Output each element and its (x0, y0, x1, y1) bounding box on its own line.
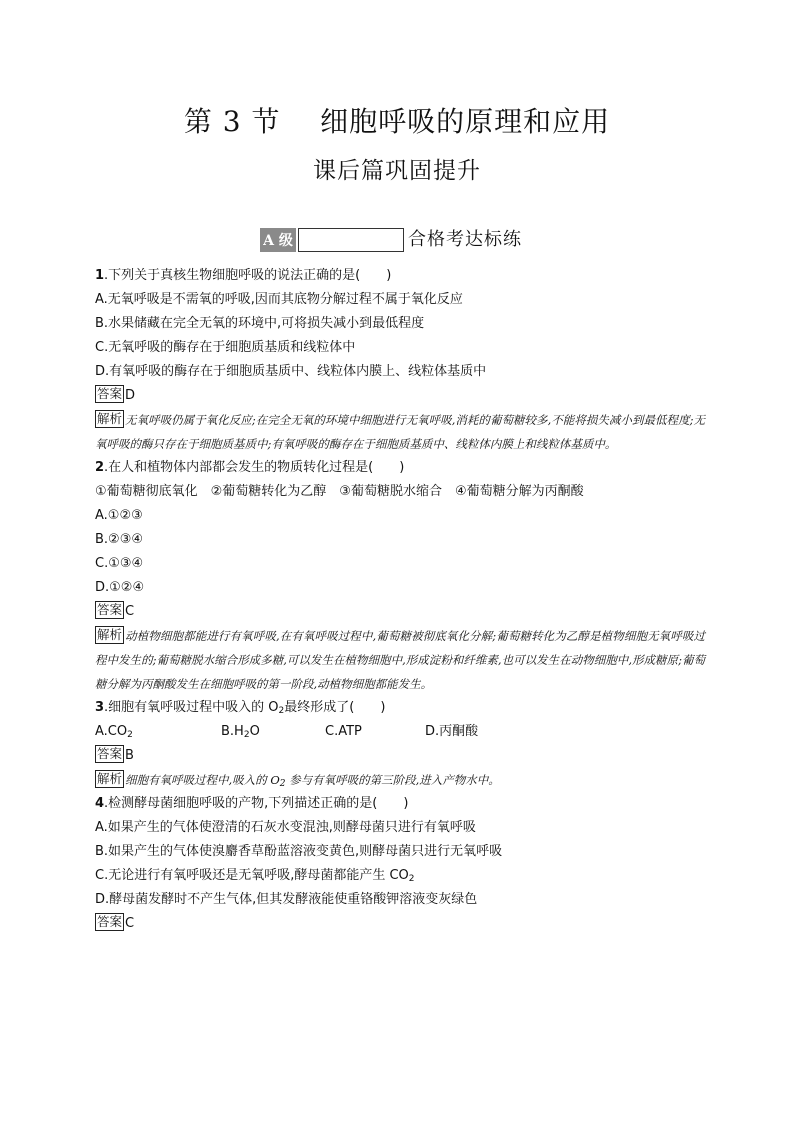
level-blank-box (298, 228, 404, 252)
option-c: C.①③④ (95, 556, 144, 571)
question-number: 3 (95, 700, 105, 715)
answer-tag: 答案 (97, 602, 123, 617)
question-stem (95, 792, 705, 816)
option-c: C.无氧呼吸的酶存在于细胞质基质和线粒体中 (95, 340, 356, 355)
analysis-block (95, 624, 705, 696)
question-list (95, 264, 705, 936)
option-a: A.①②③ (95, 508, 143, 523)
option-a: A.如果产生的气体使澄清的石灰水变混浊,则酵母菌只进行有氧呼吸 (95, 820, 476, 835)
question-number: 2 (95, 460, 105, 475)
answer-row (95, 912, 705, 936)
answer-value: C (125, 604, 135, 619)
option-b: $B.H_2O$ (221, 724, 260, 740)
answer-row (95, 744, 705, 768)
option-c: C.ATP (325, 724, 362, 739)
analysis-block (95, 408, 705, 456)
answer-tag: 答案 (97, 746, 123, 761)
question-text: .下列关于真核生物细胞呼吸的说法正确的是( ) (104, 268, 392, 283)
option-d: D.酵母菌发酵时不产生气体,但其发酵液能使重铬酸钾溶液变灰绿色 (95, 892, 478, 907)
option-a: $A.CO_2$ (95, 724, 133, 740)
question-text: .在人和植物体内部都会发生的物质转化过程是( ) (104, 460, 405, 475)
option-b: B.如果产生的气体使溴麝香草酚蓝溶液变黄色,则酵母菌只进行无氧呼吸 (95, 844, 503, 859)
level-label: 合格考达标练 (408, 229, 522, 250)
answer-value: D (125, 388, 136, 403)
question-text-tail: 最终形成了( ) (284, 700, 386, 715)
answer-row (95, 600, 705, 624)
option-a: A.无氧呼吸是不需氧的呼吸,因而其底物分解过程不属于氧化反应 (95, 292, 463, 307)
analysis-tag: 解析 (97, 627, 123, 642)
analysis-text: 无氧呼吸仍属于氧化反应;在完全无氧的环境中细胞进行无氧呼吸,消耗的葡萄糖较多,不能将损失减小到最低程度;无氧呼吸的酶只存在于细胞质基质中;有氧呼吸的酶存在于细胞质基质中、线粒体内膜上和线粒体基质中。 (95, 413, 705, 451)
level-header (260, 224, 522, 252)
option-d: D.丙酮酸 (425, 724, 479, 739)
option-c: C.无论进行有氧呼吸还是无氧呼吸,酵母菌都能产生 $CO_2$ (95, 868, 415, 884)
subscript: 2 (278, 706, 285, 716)
analysis-text: 细胞有氧呼吸过程中,吸入的 O (125, 773, 280, 787)
analysis-text: 动植物细胞都能进行有氧呼吸,在有氧呼吸过程中,葡萄糖被彻底氧化分解;葡萄糖转化为乙醇是植物细胞无氧呼吸过程中发生的;葡萄糖脱水缩合形成多糖,可以发生在植物细胞中,形成淀粉和纤维素,也可以发生在动物细胞中,形成糖原;葡萄糖分解为丙酮酸发生在细胞呼吸的第一阶段,动植物细胞都能发生。 (95, 629, 705, 691)
question-text: .细胞有氧呼吸过程中吸入的 O (104, 700, 279, 715)
analysis-block (95, 768, 705, 792)
analysis-text-tail: 参与有氧呼吸的第三阶段,进入产物水中。 (285, 773, 500, 787)
page-title: 第 3 节 细胞呼吸的原理和应用 (183, 105, 611, 138)
page-subtitle: 课后篇巩固提升 (313, 158, 481, 184)
answer-tag: 答案 (97, 386, 123, 401)
analysis-tag: 解析 (97, 771, 123, 786)
question-stem (95, 696, 705, 720)
analysis-tag: 解析 (97, 411, 123, 426)
answer-value: B (125, 748, 134, 763)
question-number: 1 (95, 268, 105, 283)
option-b: B.水果储藏在完全无氧的环境中,可将损失减小到最低程度 (95, 316, 425, 331)
options-row (95, 720, 705, 744)
subscript: 2 (279, 779, 286, 789)
option-d: D.有氧呼吸的酶存在于细胞质基质中、线粒体内膜上、线粒体基质中 (95, 364, 487, 379)
level-badge: A 级 (260, 228, 296, 252)
question-stem (95, 456, 705, 480)
answer-tag: 答案 (97, 914, 123, 929)
question-number: 4 (95, 796, 105, 811)
subscript: 2 (408, 874, 415, 884)
question-statements: ①葡萄糖彻底氧化 ②葡萄糖转化为乙醇 ③葡萄糖脱水缩合 ④葡萄糖分解为丙酮酸 (95, 484, 584, 499)
option-b: B.②③④ (95, 532, 144, 547)
answer-value: C (125, 916, 135, 931)
question-text: .检测酵母菌细胞呼吸的产物,下列描述正确的是( ) (104, 796, 409, 811)
question-stem (95, 264, 705, 288)
answer-row (95, 384, 705, 408)
option-d: D.①②④ (95, 580, 145, 595)
